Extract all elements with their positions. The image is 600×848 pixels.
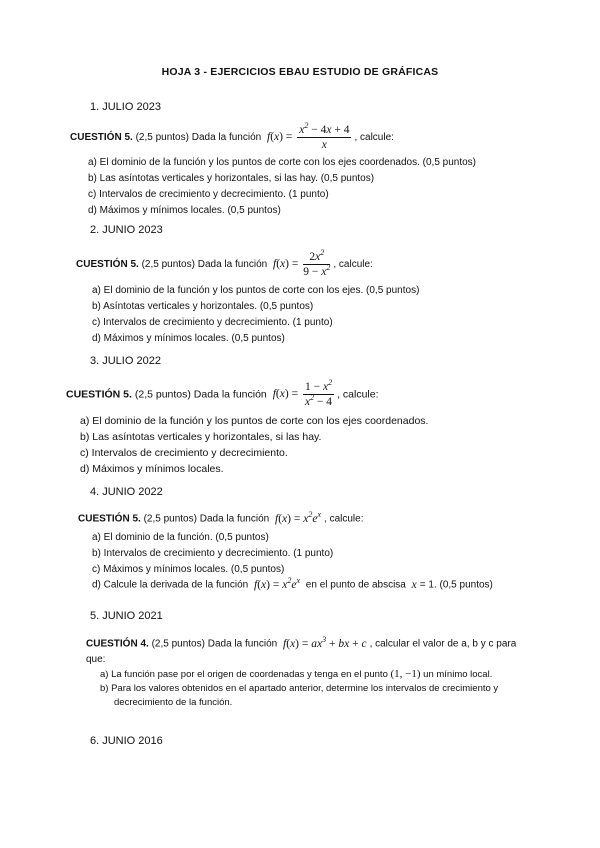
list-item: b) Intervalos de crecimiento y decrecimiento. (1 punto) [92, 548, 334, 559]
item-text: en el punto de abscisa [305, 579, 406, 591]
list-item: c) Intervalos de crecimiento y decrecimiento. (1 punto) [88, 189, 329, 200]
question-1 [70, 121, 394, 151]
question-text-end: , calcule: [333, 259, 373, 271]
item-text: d) Calcule la derivada de la función [92, 579, 249, 591]
list-item-continuation: decrecimiento de la función. [114, 697, 233, 708]
list-item [100, 668, 492, 680]
question-2 [76, 248, 373, 278]
question-text: (2,5 puntos) Dada la función [148, 638, 278, 650]
list-item: a) El dominio de la función y los puntos de corte con los ejes. (0,5 puntos) [92, 285, 420, 296]
question-5 [86, 635, 517, 650]
question-continuation: que: [86, 654, 106, 665]
question-label: CUESTIÓN 5. [76, 259, 139, 271]
formula-4: $f(x) = x^2e^x$ [275, 510, 322, 525]
list-item: a) El dominio de la función y los puntos de corte con los ejes coordenados. (0,5 puntos) [88, 157, 477, 168]
list-item: d) Máximos y mínimos locales. (0,5 puntos) [88, 205, 281, 216]
list-item: c) Máximos y mínimos locales. (0,5 puntos) [92, 564, 285, 575]
question-text: (2,5 puntos) Dada la función [140, 513, 270, 525]
question-text-end: , calcule: [324, 513, 364, 525]
list-item: b) Las asíntotas verticales y horizontales, si las hay. (0,5 puntos) [88, 173, 375, 184]
question-text-end: , calcule: [337, 388, 379, 401]
section-heading-6: 6. JUNIO 2016 [90, 735, 163, 747]
list-item: b) Para los valores obtenidos en el apartado anterior, determine los intervalos de crecimiento y [100, 683, 499, 694]
point-coordinates: (1, −1) [390, 668, 421, 680]
formula-5: $f(x) = ax^3$ + bx + c [283, 635, 367, 650]
question-text-end: , calcular el valor de a, b y c para [369, 638, 517, 650]
question-label: CUESTIÓN 5. [70, 132, 133, 144]
item-text: un mínimo local. [423, 669, 493, 680]
list-item: a) El dominio de la función y los puntos de corte con los ejes coordenados. [80, 415, 429, 427]
section-heading-3: 3. JULIO 2022 [90, 355, 161, 367]
item-text: = 1. (0,5 puntos) [419, 579, 493, 591]
list-item: c) Intervalos de crecimiento y decrecimiento. [80, 447, 288, 459]
question-3 [66, 378, 379, 408]
formula-4d: $f(x) = x^2e^x$ [254, 576, 301, 591]
list-item: a) El dominio de la función. (0,5 puntos) [92, 532, 269, 543]
question-text: (2,5 puntos) Dada la función [131, 388, 267, 401]
page-title: HOJA 3 - EJERCICIOS EBAU ESTUDIO DE GRÁFICAS [161, 66, 439, 78]
list-item: d) Máximos y mínimos locales. (0,5 puntos) [92, 333, 285, 344]
section-heading-4: 4. JUNIO 2022 [90, 486, 163, 498]
question-text: (2,5 puntos) Dada la función [138, 259, 268, 271]
question-label: CUESTIÓN 5. [66, 388, 132, 401]
list-item [92, 576, 493, 591]
list-item: b) Las asíntotas verticales y horizontales, si las hay. [80, 431, 322, 443]
formula-2: f(x) = $\frac{2x^2}{9 - x^2}$ [273, 248, 331, 278]
item-text: a) La función pase por el origen de coordenadas y tenga en el punto [100, 669, 388, 680]
list-item: b) Asíntotas verticales y horizontales. (0,5 puntos) [92, 301, 314, 312]
question-label: CUESTIÓN 4. [86, 638, 149, 650]
question-text-end: , calcule: [354, 132, 394, 144]
list-item: d) Máximos y mínimos locales. [80, 463, 224, 475]
section-heading-1: 1. JULIO 2023 [90, 101, 161, 113]
question-4 [78, 510, 364, 525]
section-heading-5: 5. JUNIO 2021 [90, 610, 163, 622]
formula-1: f(x) = $\frac{x^2 - 4x + 4}{x}$ [267, 121, 350, 151]
section-heading-2: 2. JUNIO 2023 [90, 224, 163, 236]
formula-3: f(x) = $\frac{1 - x^2}{x^2 - 4}$ [272, 378, 333, 408]
variable-x: x [411, 579, 417, 591]
list-item: c) Intervalos de crecimiento y decrecimiento. (1 punto) [92, 317, 333, 328]
question-label: CUESTIÓN 5. [78, 513, 141, 525]
question-text: (2,5 puntos) Dada la función [132, 132, 262, 144]
